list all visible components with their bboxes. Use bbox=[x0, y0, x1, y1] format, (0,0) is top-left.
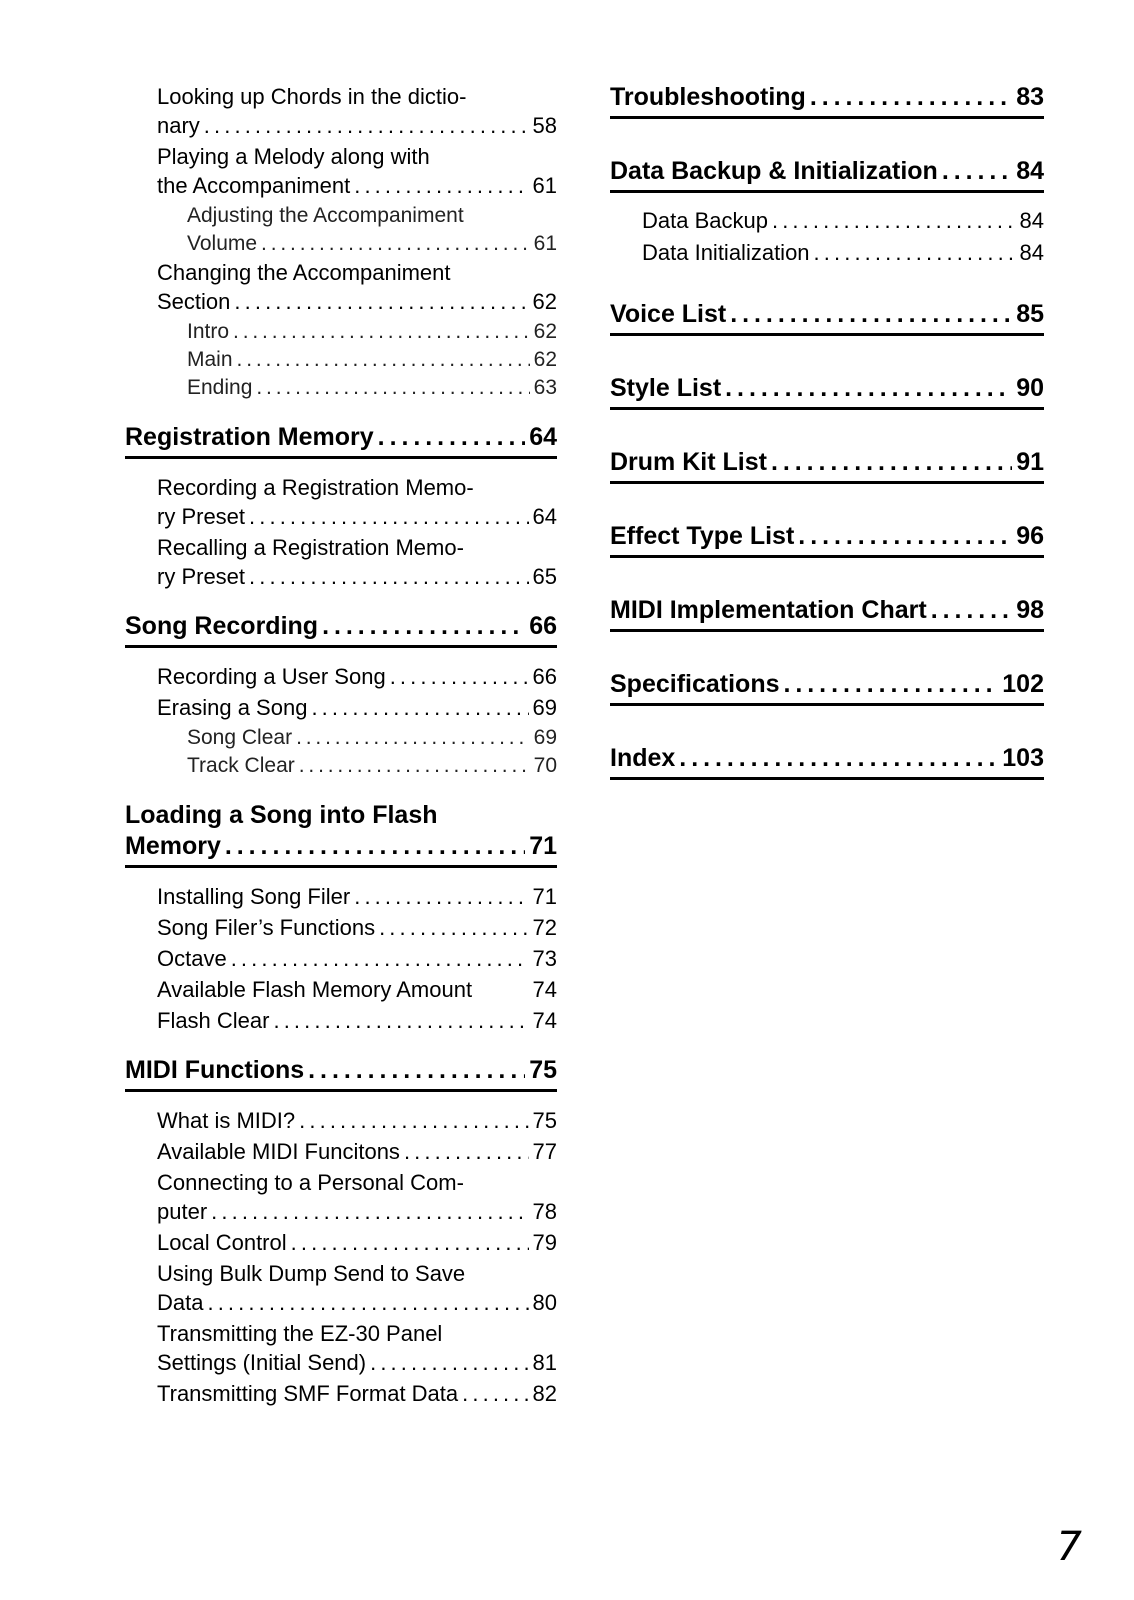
entry-row bbox=[157, 1288, 557, 1317]
page-ref: 69 bbox=[533, 726, 557, 749]
toc-entry[interactable] bbox=[125, 1379, 557, 1408]
entry-title: Data Backup & Initialization bbox=[610, 157, 938, 185]
entry-title: Section bbox=[157, 289, 231, 314]
entry-row bbox=[157, 693, 557, 722]
toc-subentry[interactable] bbox=[125, 202, 557, 258]
entry-row bbox=[157, 975, 557, 1004]
dot-leader bbox=[810, 82, 1012, 113]
dot-leader bbox=[354, 882, 528, 911]
entry-title-line: Looking up Chords in the dictio- bbox=[157, 84, 467, 109]
entry-row bbox=[187, 724, 557, 752]
toc-entry[interactable] bbox=[125, 1168, 557, 1226]
entry-title: Ending bbox=[187, 376, 253, 399]
page-ref: 69 bbox=[532, 695, 557, 720]
entry-row bbox=[610, 595, 1044, 626]
toc-entry[interactable] bbox=[125, 1106, 557, 1135]
entry-title: Memory bbox=[125, 832, 221, 860]
toc-entry[interactable] bbox=[125, 913, 557, 942]
entry-title: Installing Song Filer bbox=[157, 884, 351, 909]
dot-leader bbox=[725, 373, 1012, 404]
toc-subentry[interactable] bbox=[125, 752, 557, 780]
dot-leader bbox=[308, 1055, 525, 1086]
dot-leader bbox=[311, 693, 528, 722]
section-heading[interactable] bbox=[610, 373, 1044, 410]
toc-subentry[interactable] bbox=[125, 374, 557, 402]
entry-row bbox=[610, 743, 1044, 774]
entry-title-line: Using Bulk Dump Send to Save bbox=[157, 1261, 466, 1286]
section-heading[interactable] bbox=[125, 1055, 557, 1092]
entry-title: Available Flash Memory Amount bbox=[157, 977, 473, 1002]
entry-title: Voice List bbox=[610, 300, 727, 328]
toc-entry[interactable] bbox=[610, 237, 1044, 269]
dot-leader bbox=[204, 111, 529, 140]
toc-subentry[interactable] bbox=[125, 318, 557, 346]
entry-row bbox=[157, 1137, 557, 1166]
page-ref: 64 bbox=[532, 504, 557, 529]
dot-leader bbox=[679, 743, 998, 774]
page-ref: 79 bbox=[532, 1230, 557, 1255]
dot-leader bbox=[211, 1197, 528, 1226]
section-heading[interactable] bbox=[610, 447, 1044, 484]
entry-title: ry Preset bbox=[157, 504, 246, 529]
section-heading[interactable] bbox=[610, 82, 1044, 119]
page-ref: 77 bbox=[532, 1139, 557, 1164]
section-heading[interactable] bbox=[125, 422, 557, 459]
entry-title: What is MIDI? bbox=[157, 1108, 296, 1133]
section-heading[interactable] bbox=[610, 669, 1044, 706]
dot-leader bbox=[207, 1288, 528, 1317]
entry-title: Song Filer’s Functions bbox=[157, 915, 376, 940]
entry-row bbox=[157, 1348, 557, 1377]
page-ref: 82 bbox=[532, 1381, 557, 1406]
entry-row bbox=[125, 611, 557, 642]
dot-leader bbox=[261, 230, 530, 258]
page-ref: 71 bbox=[529, 832, 557, 860]
dot-leader bbox=[462, 1379, 528, 1408]
entry-row bbox=[610, 299, 1044, 330]
page-ref: 102 bbox=[1002, 670, 1044, 698]
entry-title: Troubleshooting bbox=[610, 83, 806, 111]
entry-row bbox=[157, 944, 557, 973]
dot-leader bbox=[390, 662, 529, 691]
entry-title: Volume bbox=[187, 232, 258, 255]
entry-row bbox=[157, 913, 557, 942]
page-ref: 58 bbox=[532, 113, 557, 138]
page-ref: 66 bbox=[529, 612, 557, 640]
entry-row bbox=[157, 287, 557, 316]
toc-left-column bbox=[125, 82, 557, 1410]
page-ref: 63 bbox=[533, 376, 557, 399]
page-ref: 74 bbox=[532, 1008, 557, 1033]
entry-row bbox=[125, 831, 557, 862]
entry-title-line: Recording a Registration Memo- bbox=[157, 475, 474, 500]
entry-row bbox=[157, 1006, 557, 1035]
dot-leader bbox=[291, 1228, 529, 1257]
dot-leader bbox=[379, 913, 528, 942]
toc-entry[interactable] bbox=[125, 1259, 557, 1317]
page-ref: 62 bbox=[533, 320, 557, 343]
entry-row bbox=[125, 1055, 557, 1086]
page-ref: 66 bbox=[532, 664, 557, 689]
entry-row bbox=[157, 1228, 557, 1257]
dot-leader bbox=[354, 171, 528, 200]
entry-title: Flash Clear bbox=[157, 1008, 270, 1033]
section-heading[interactable] bbox=[610, 595, 1044, 632]
entry-row bbox=[610, 82, 1044, 113]
entry-title-line: Adjusting the Accompaniment bbox=[187, 204, 464, 227]
entry-title: Drum Kit List bbox=[610, 448, 767, 476]
page-ref: 81 bbox=[532, 1350, 557, 1375]
dot-leader bbox=[771, 447, 1012, 478]
page-ref: 64 bbox=[529, 423, 557, 451]
entry-row bbox=[125, 422, 557, 453]
entry-title: Style List bbox=[610, 374, 722, 402]
page-ref: 61 bbox=[532, 173, 557, 198]
entry-row bbox=[187, 752, 557, 780]
page-ref: 78 bbox=[532, 1199, 557, 1224]
entry-row bbox=[187, 318, 557, 346]
entry-title: puter bbox=[157, 1199, 208, 1224]
entry-title-line: Recalling a Registration Memo- bbox=[157, 535, 464, 560]
toc-subentry[interactable] bbox=[125, 724, 557, 752]
entry-title: Octave bbox=[157, 946, 227, 971]
dot-leader bbox=[378, 422, 526, 453]
page-ref: 90 bbox=[1016, 374, 1044, 402]
dot-leader bbox=[404, 1137, 529, 1166]
entry-row bbox=[610, 156, 1044, 187]
entry-row bbox=[642, 237, 1044, 269]
entry-title: Erasing a Song bbox=[157, 695, 308, 720]
section-heading[interactable] bbox=[125, 611, 557, 648]
dot-leader bbox=[299, 1106, 528, 1135]
toc-subentry[interactable] bbox=[125, 346, 557, 374]
page-ref: 80 bbox=[532, 1290, 557, 1315]
entry-title-line: Loading a Song into Flash bbox=[125, 801, 438, 829]
entry-title-line: Connecting to a Personal Com- bbox=[157, 1170, 464, 1195]
toc-entry[interactable] bbox=[610, 205, 1044, 237]
entry-row bbox=[187, 230, 557, 258]
dot-leader bbox=[296, 724, 530, 752]
entry-row bbox=[157, 502, 557, 531]
entry-title: MIDI Functions bbox=[125, 1056, 305, 1084]
entry-row bbox=[157, 111, 557, 140]
dot-leader bbox=[256, 374, 529, 402]
section-heading[interactable] bbox=[125, 800, 557, 868]
dot-leader bbox=[730, 299, 1012, 330]
page-ref: 61 bbox=[533, 232, 557, 255]
entry-title: MIDI Implementation Chart bbox=[610, 596, 927, 624]
entry-title: ry Preset bbox=[157, 564, 246, 589]
toc-entry[interactable] bbox=[125, 882, 557, 911]
entry-title: Specifications bbox=[610, 670, 780, 698]
page-ref: 74 bbox=[532, 977, 557, 1002]
dot-leader bbox=[931, 595, 1013, 626]
page-ref: 96 bbox=[1016, 522, 1044, 550]
dot-leader bbox=[322, 611, 525, 642]
toc-entry[interactable] bbox=[125, 1006, 557, 1035]
entry-row bbox=[157, 1106, 557, 1135]
entry-title: Track Clear bbox=[187, 754, 295, 777]
entry-row bbox=[157, 662, 557, 691]
entry-title: Main bbox=[187, 348, 233, 371]
toc-right-column bbox=[610, 82, 1044, 817]
entry-title: nary bbox=[157, 113, 200, 138]
entry-title: Song Recording bbox=[125, 612, 319, 640]
toc-entry[interactable] bbox=[125, 1137, 557, 1166]
page-ref: 62 bbox=[532, 289, 557, 314]
toc-entry[interactable] bbox=[125, 142, 557, 200]
toc-entry[interactable] bbox=[125, 533, 557, 591]
page-ref: 62 bbox=[533, 348, 557, 371]
dot-leader bbox=[231, 944, 529, 973]
entry-row bbox=[157, 1379, 557, 1408]
toc-entry[interactable] bbox=[125, 1319, 557, 1377]
toc-entry[interactable] bbox=[125, 82, 557, 140]
toc-entry[interactable] bbox=[125, 1228, 557, 1257]
dot-leader bbox=[233, 318, 530, 346]
page-ref: 83 bbox=[1016, 83, 1044, 111]
dot-leader bbox=[370, 1348, 528, 1377]
page-ref: 71 bbox=[532, 884, 557, 909]
page-ref: 85 bbox=[1016, 300, 1044, 328]
page-number: 7 bbox=[1056, 1524, 1082, 1570]
page-ref: 65 bbox=[532, 564, 557, 589]
toc-entry[interactable] bbox=[125, 473, 557, 531]
section-heading[interactable] bbox=[610, 743, 1044, 780]
section-heading[interactable] bbox=[610, 156, 1044, 193]
page-ref: 103 bbox=[1002, 744, 1044, 772]
toc-entry[interactable] bbox=[125, 944, 557, 973]
page-ref: 72 bbox=[532, 915, 557, 940]
page-ref: 84 bbox=[1016, 157, 1044, 185]
entry-title: Intro bbox=[187, 320, 230, 343]
entry-row bbox=[187, 374, 557, 402]
entry-title: Data bbox=[157, 1290, 204, 1315]
toc-entry[interactable] bbox=[125, 693, 557, 722]
toc-entry[interactable] bbox=[125, 258, 557, 316]
dot-leader bbox=[225, 831, 525, 862]
section-heading[interactable] bbox=[610, 299, 1044, 336]
entry-title: Settings (Initial Send) bbox=[157, 1350, 367, 1375]
page-ref: 75 bbox=[529, 1056, 557, 1084]
entry-title: the Accompaniment bbox=[157, 173, 351, 198]
entry-title: Recording a User Song bbox=[157, 664, 386, 689]
dot-leader bbox=[798, 521, 1012, 552]
entry-title: Data Initialization bbox=[642, 240, 810, 265]
dot-leader bbox=[942, 156, 1012, 187]
dot-leader bbox=[249, 562, 528, 591]
dot-leader bbox=[784, 669, 999, 700]
page-ref: 75 bbox=[532, 1108, 557, 1133]
dot-leader bbox=[249, 502, 528, 531]
entry-row bbox=[157, 171, 557, 200]
entry-row bbox=[610, 521, 1044, 552]
entry-title: Data Backup bbox=[642, 208, 768, 233]
entry-title: Index bbox=[610, 744, 676, 772]
entry-row bbox=[157, 1197, 557, 1226]
dot-leader bbox=[234, 287, 528, 316]
entry-row bbox=[157, 562, 557, 591]
dot-leader bbox=[772, 205, 1016, 237]
dot-leader bbox=[299, 752, 530, 780]
entry-row bbox=[642, 205, 1044, 237]
dot-leader bbox=[814, 237, 1016, 269]
toc-entry[interactable] bbox=[125, 662, 557, 691]
toc-entry[interactable] bbox=[125, 975, 557, 1004]
entry-row bbox=[157, 882, 557, 911]
entry-row bbox=[610, 447, 1044, 478]
entry-title-line: Transmitting the EZ-30 Panel bbox=[157, 1321, 443, 1346]
dot-leader bbox=[273, 1006, 528, 1035]
page-ref: 98 bbox=[1016, 596, 1044, 624]
page-ref: 70 bbox=[533, 754, 557, 777]
entry-row bbox=[610, 373, 1044, 404]
dot-leader bbox=[237, 346, 530, 374]
page-ref: 84 bbox=[1019, 240, 1044, 265]
entry-title: Effect Type List bbox=[610, 522, 795, 550]
section-heading[interactable] bbox=[610, 521, 1044, 558]
entry-title: Local Control bbox=[157, 1230, 287, 1255]
entry-title: Available MIDI Funcitons bbox=[157, 1139, 400, 1164]
entry-title-line: Changing the Accompaniment bbox=[157, 260, 451, 285]
entry-row bbox=[610, 669, 1044, 700]
entry-title: Registration Memory bbox=[125, 423, 374, 451]
entry-row bbox=[187, 346, 557, 374]
page-ref: 73 bbox=[532, 946, 557, 971]
entry-title: Song Clear bbox=[187, 726, 293, 749]
page-ref: 91 bbox=[1016, 448, 1044, 476]
page-ref: 84 bbox=[1019, 208, 1044, 233]
entry-title: Transmitting SMF Format Data bbox=[157, 1381, 459, 1406]
entry-title-line: Playing a Melody along with bbox=[157, 144, 430, 169]
